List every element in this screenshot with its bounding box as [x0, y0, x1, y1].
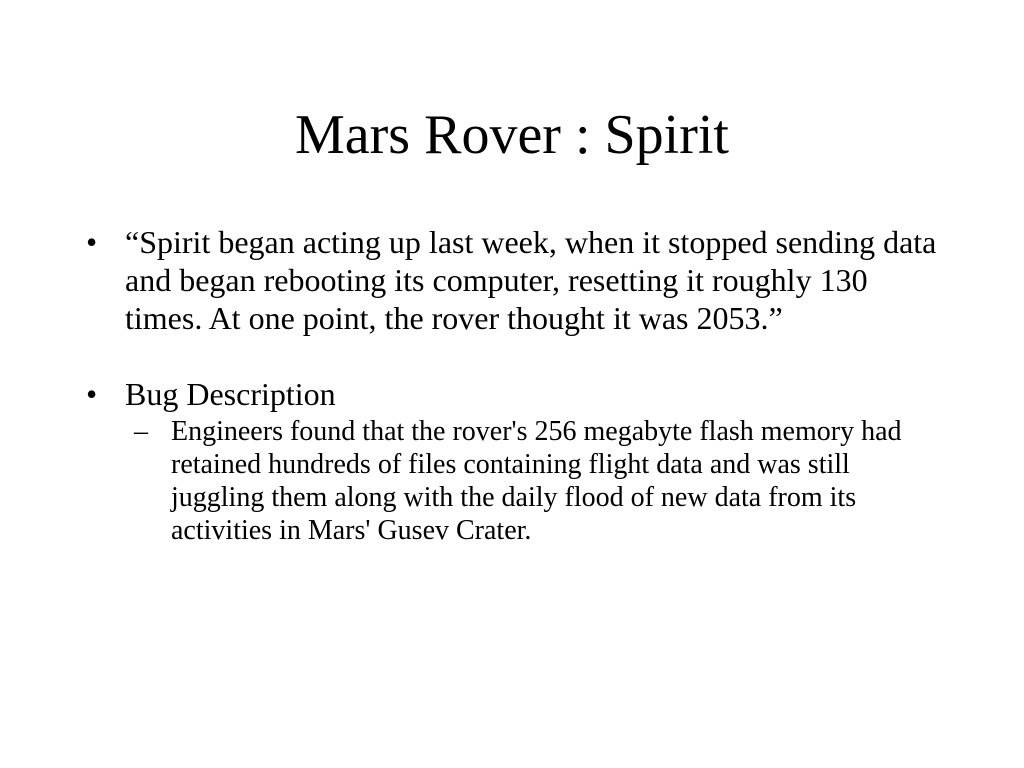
sub-bullet-marker: –	[134, 416, 148, 447]
sub-bullet-text: Engineers found that the rover's 256 megabyte flash memory had retained hundreds of files containing flight data and was still juggling them along with the daily flood of new data from its activities in Mars' Gusev Crater.	[171, 416, 902, 546]
sub-bullet-item-engineers	[0, 415, 941, 547]
bullet-marker: •	[86, 376, 98, 412]
slide-title: Mars Rover : Spirit	[295, 104, 729, 166]
bullet-text: Bug Description	[125, 376, 336, 412]
bullet-item-bug-description	[0, 375, 945, 413]
bullet-text: “Spirit began acting up last week, when it stopped sending data and began rebooting its computer, resetting it roughly 130 times. At one point, the rover thought it was 2053.”	[125, 224, 937, 336]
bullet-item-quote	[0, 223, 945, 337]
slide-content	[0, 223, 1024, 547]
bullet-marker: •	[86, 224, 98, 260]
